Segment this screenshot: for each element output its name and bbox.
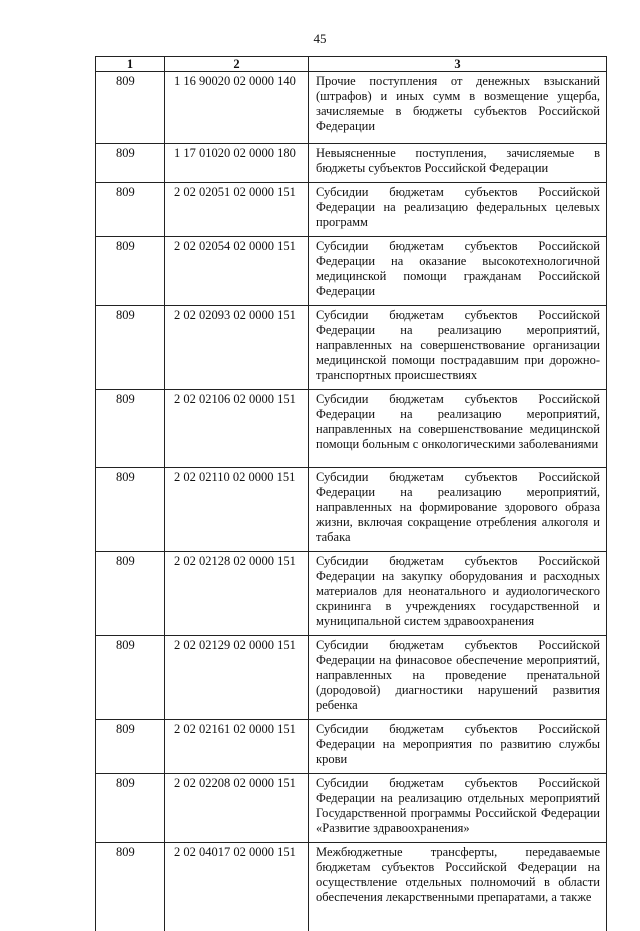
- budget-code-cell: 2 02 02161 02 0000 151: [165, 720, 309, 774]
- table-row: [96, 72, 607, 144]
- description-cell: Субсидии бюджетам субъектов Российской Федерации на финасовое обеспечение мероприятий, направленных на проведение пренатальной (дородовой) диагностики нарушений развития ребенка: [309, 636, 607, 720]
- table-row: [96, 183, 607, 237]
- admin-code-cell: 809: [96, 144, 165, 183]
- budget-code-cell: 1 16 90020 02 0000 140: [165, 72, 309, 144]
- description-cell: Субсидии бюджетам субъектов Российской Федерации на реализацию мероприятий, направленных на совершенствование медицинской помощи больным с онкологическими заболеваниями: [309, 390, 607, 468]
- description-cell: Субсидии бюджетам субъектов Российской Федерации на реализацию федеральных целевых программ: [309, 183, 607, 237]
- table-row: [96, 552, 607, 636]
- table-row: [96, 306, 607, 390]
- description-cell: Субсидии бюджетам субъектов Российской Федерации на закупку оборудования и расходных материалов для неонатального и аудиологического скрининга в учреждениях государственной и муниципальной систем здравоохранения: [309, 552, 607, 636]
- page-number: 45: [313, 31, 327, 46]
- budget-classification-table: [95, 56, 607, 931]
- budget-code-cell: 2 02 02208 02 0000 151: [165, 774, 309, 843]
- admin-code-cell: 809: [96, 468, 165, 552]
- description-cell: Субсидии бюджетам субъектов Российской Федерации на оказание высокотехнологичной медицинской помощи гражданам Российской Федерации: [309, 237, 607, 306]
- admin-code-cell: 809: [96, 774, 165, 843]
- table-row: [96, 774, 607, 843]
- description-cell: Прочие поступления от денежных взысканий (штрафов) и иных сумм в возмещение ущерба, зачисляемые в бюджеты субъектов Российской Федерации: [309, 72, 607, 144]
- table-row: [96, 843, 607, 931]
- table-row: [96, 468, 607, 552]
- budget-code-cell: 2 02 02129 02 0000 151: [165, 636, 309, 720]
- table-header-row: [96, 57, 607, 72]
- admin-code-cell: 809: [96, 636, 165, 720]
- table-row: [96, 144, 607, 183]
- budget-code-cell: 2 02 04017 02 0000 151: [165, 843, 309, 931]
- admin-code-cell: 809: [96, 552, 165, 636]
- budget-code-cell: 2 02 02054 02 0000 151: [165, 237, 309, 306]
- admin-code-cell: 809: [96, 237, 165, 306]
- table-row: [96, 237, 607, 306]
- description-cell: Субсидии бюджетам субъектов Российской Федерации на реализацию отдельных мероприятий Государственной программы Российской Федерации «Развитие здравоохранения»: [309, 774, 607, 843]
- budget-code-cell: 2 02 02093 02 0000 151: [165, 306, 309, 390]
- description-cell: Межбюджетные трансферты, передаваемые бюджетам субъектов Российской Федерации на осуществление отдельных полномочий в области обеспечения лекарственными препаратами, а также: [309, 843, 607, 931]
- column-header-3: 3: [309, 57, 607, 72]
- budget-code-cell: 1 17 01020 02 0000 180: [165, 144, 309, 183]
- admin-code-cell: 809: [96, 72, 165, 144]
- admin-code-cell: 809: [96, 720, 165, 774]
- admin-code-cell: 809: [96, 306, 165, 390]
- table-row: [96, 390, 607, 468]
- admin-code-cell: 809: [96, 390, 165, 468]
- table-row: [96, 720, 607, 774]
- description-cell: Субсидии бюджетам субъектов Российской Федерации на мероприятия по развитию службы крови: [309, 720, 607, 774]
- budget-code-cell: 2 02 02110 02 0000 151: [165, 468, 309, 552]
- description-cell: Невыясненные поступления, зачисляемые в бюджеты субъектов Российской Федерации: [309, 144, 607, 183]
- budget-code-cell: 2 02 02051 02 0000 151: [165, 183, 309, 237]
- table-row: [96, 636, 607, 720]
- column-header-2: 2: [165, 57, 309, 72]
- budget-code-cell: 2 02 02128 02 0000 151: [165, 552, 309, 636]
- column-header-1: 1: [96, 57, 165, 72]
- budget-code-cell: 2 02 02106 02 0000 151: [165, 390, 309, 468]
- description-cell: Субсидии бюджетам субъектов Российской Федерации на реализацию мероприятий, направленных на формирование здорового образа жизни, включая сокращение отребления алкоголя и табака: [309, 468, 607, 552]
- admin-code-cell: 809: [96, 183, 165, 237]
- admin-code-cell: 809: [96, 843, 165, 931]
- description-cell: Субсидии бюджетам субъектов Российской Федерации на реализацию мероприятий, направленных на совершенствование организации медицинской помощи пострадавшим при дорожно-транспортных происшествиях: [309, 306, 607, 390]
